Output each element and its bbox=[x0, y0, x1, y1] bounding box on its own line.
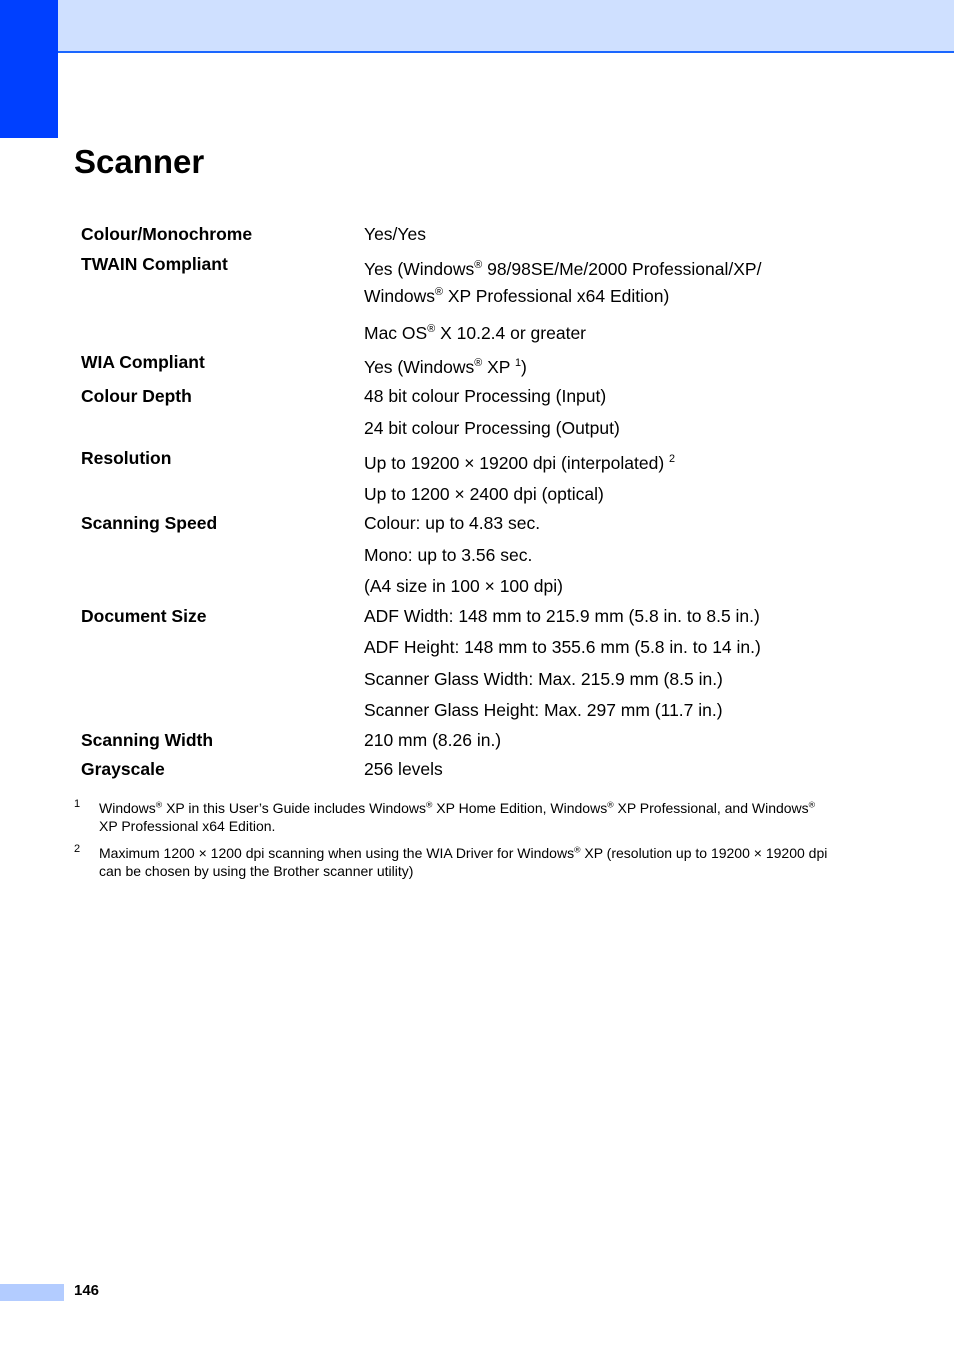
label-wia: WIA Compliant bbox=[81, 352, 205, 372]
value-colour-monochrome: Yes/Yes bbox=[364, 224, 426, 244]
label-resolution: Resolution bbox=[81, 448, 172, 468]
value-twain-line3: Mac OS® X 10.2.4 or greater bbox=[364, 323, 587, 343]
page-title: Scanner bbox=[74, 143, 205, 180]
value-doc-size-1: ADF Width: 148 mm to 215.9 mm (5.8 in. to 8.5 in.) bbox=[364, 606, 760, 626]
registered-mark: ® bbox=[474, 357, 483, 370]
chapter-tab bbox=[0, 0, 58, 138]
value-doc-size-4: Scanner Glass Height: Max. 297 mm (11.7 in.) bbox=[364, 700, 723, 720]
footnote-ref-1: 1 bbox=[515, 357, 522, 370]
value-doc-size-3: Scanner Glass Width: Max. 215.9 mm (8.5 in.) bbox=[364, 669, 723, 689]
value-colour-depth-1: 48 bit colour Processing (Input) bbox=[364, 386, 607, 406]
value-speed-1: Colour: up to 4.83 sec. bbox=[364, 513, 541, 533]
label-colour-depth: Colour Depth bbox=[81, 386, 192, 406]
page-number-band bbox=[0, 1284, 64, 1301]
page-number: 146 bbox=[74, 1282, 100, 1299]
value-resolution-1: Up to 19200 × 19200 dpi (interpolated) $^2$ bbox=[364, 453, 676, 473]
registered-mark: ® bbox=[427, 323, 436, 336]
label-twain: TWAIN Compliant bbox=[81, 254, 228, 274]
label-grayscale: Grayscale bbox=[81, 759, 165, 779]
value-speed-3: (A4 size in 100 × 100 dpi) bbox=[364, 576, 563, 596]
value-scanning-width: 210 mm (8.26 in.) bbox=[364, 730, 502, 750]
registered-mark: ® bbox=[435, 286, 443, 299]
registered-mark: ® bbox=[474, 259, 483, 272]
header-band bbox=[0, 0, 954, 53]
label-colour-monochrome: Colour/Monochrome bbox=[81, 224, 253, 244]
label-document-size: Document Size bbox=[81, 606, 207, 626]
footnote-number-1: 1 bbox=[74, 798, 81, 810]
footnote-2: Maximum 1200 × 1200 dpi scanning when using the WIA Driver for Windows® XP (resolution up to 19200 × 19200 dpi can be chosen by using the Brother scanner utility) bbox=[99, 844, 828, 879]
value-twain-line1: Yes (Windows® 98/98SE/Me/2000 Professional/XP/ bbox=[364, 259, 762, 279]
value-colour-depth-2: 24 bit colour Processing (Output) bbox=[364, 418, 620, 438]
value-resolution-2: Up to 1200 × 2400 dpi (optical) bbox=[364, 484, 604, 504]
value-wia: Yes (Windows® XP $^1$) bbox=[364, 357, 527, 377]
value-grayscale: 256 levels bbox=[364, 759, 443, 779]
footnote-ref-2: 2 bbox=[669, 453, 676, 466]
value-doc-size-2: ADF Height: 148 mm to 355.6 mm (5.8 in. to 14 in.) bbox=[364, 637, 761, 657]
footnote-1: Windows® XP in this User’s Guide includes Windows® XP Home Edition, Windows® XP Professional, and Windows® XP Professional x64 Edition. bbox=[99, 799, 816, 834]
value-speed-2: Mono: up to 3.56 sec. bbox=[364, 545, 533, 565]
label-scanning-speed: Scanning Speed bbox=[81, 513, 218, 533]
footnote-number-2: 2 bbox=[74, 843, 81, 855]
value-twain-line2: Windows® XP Professional x64 Edition) bbox=[364, 286, 670, 306]
label-scanning-width: Scanning Width bbox=[81, 730, 214, 750]
